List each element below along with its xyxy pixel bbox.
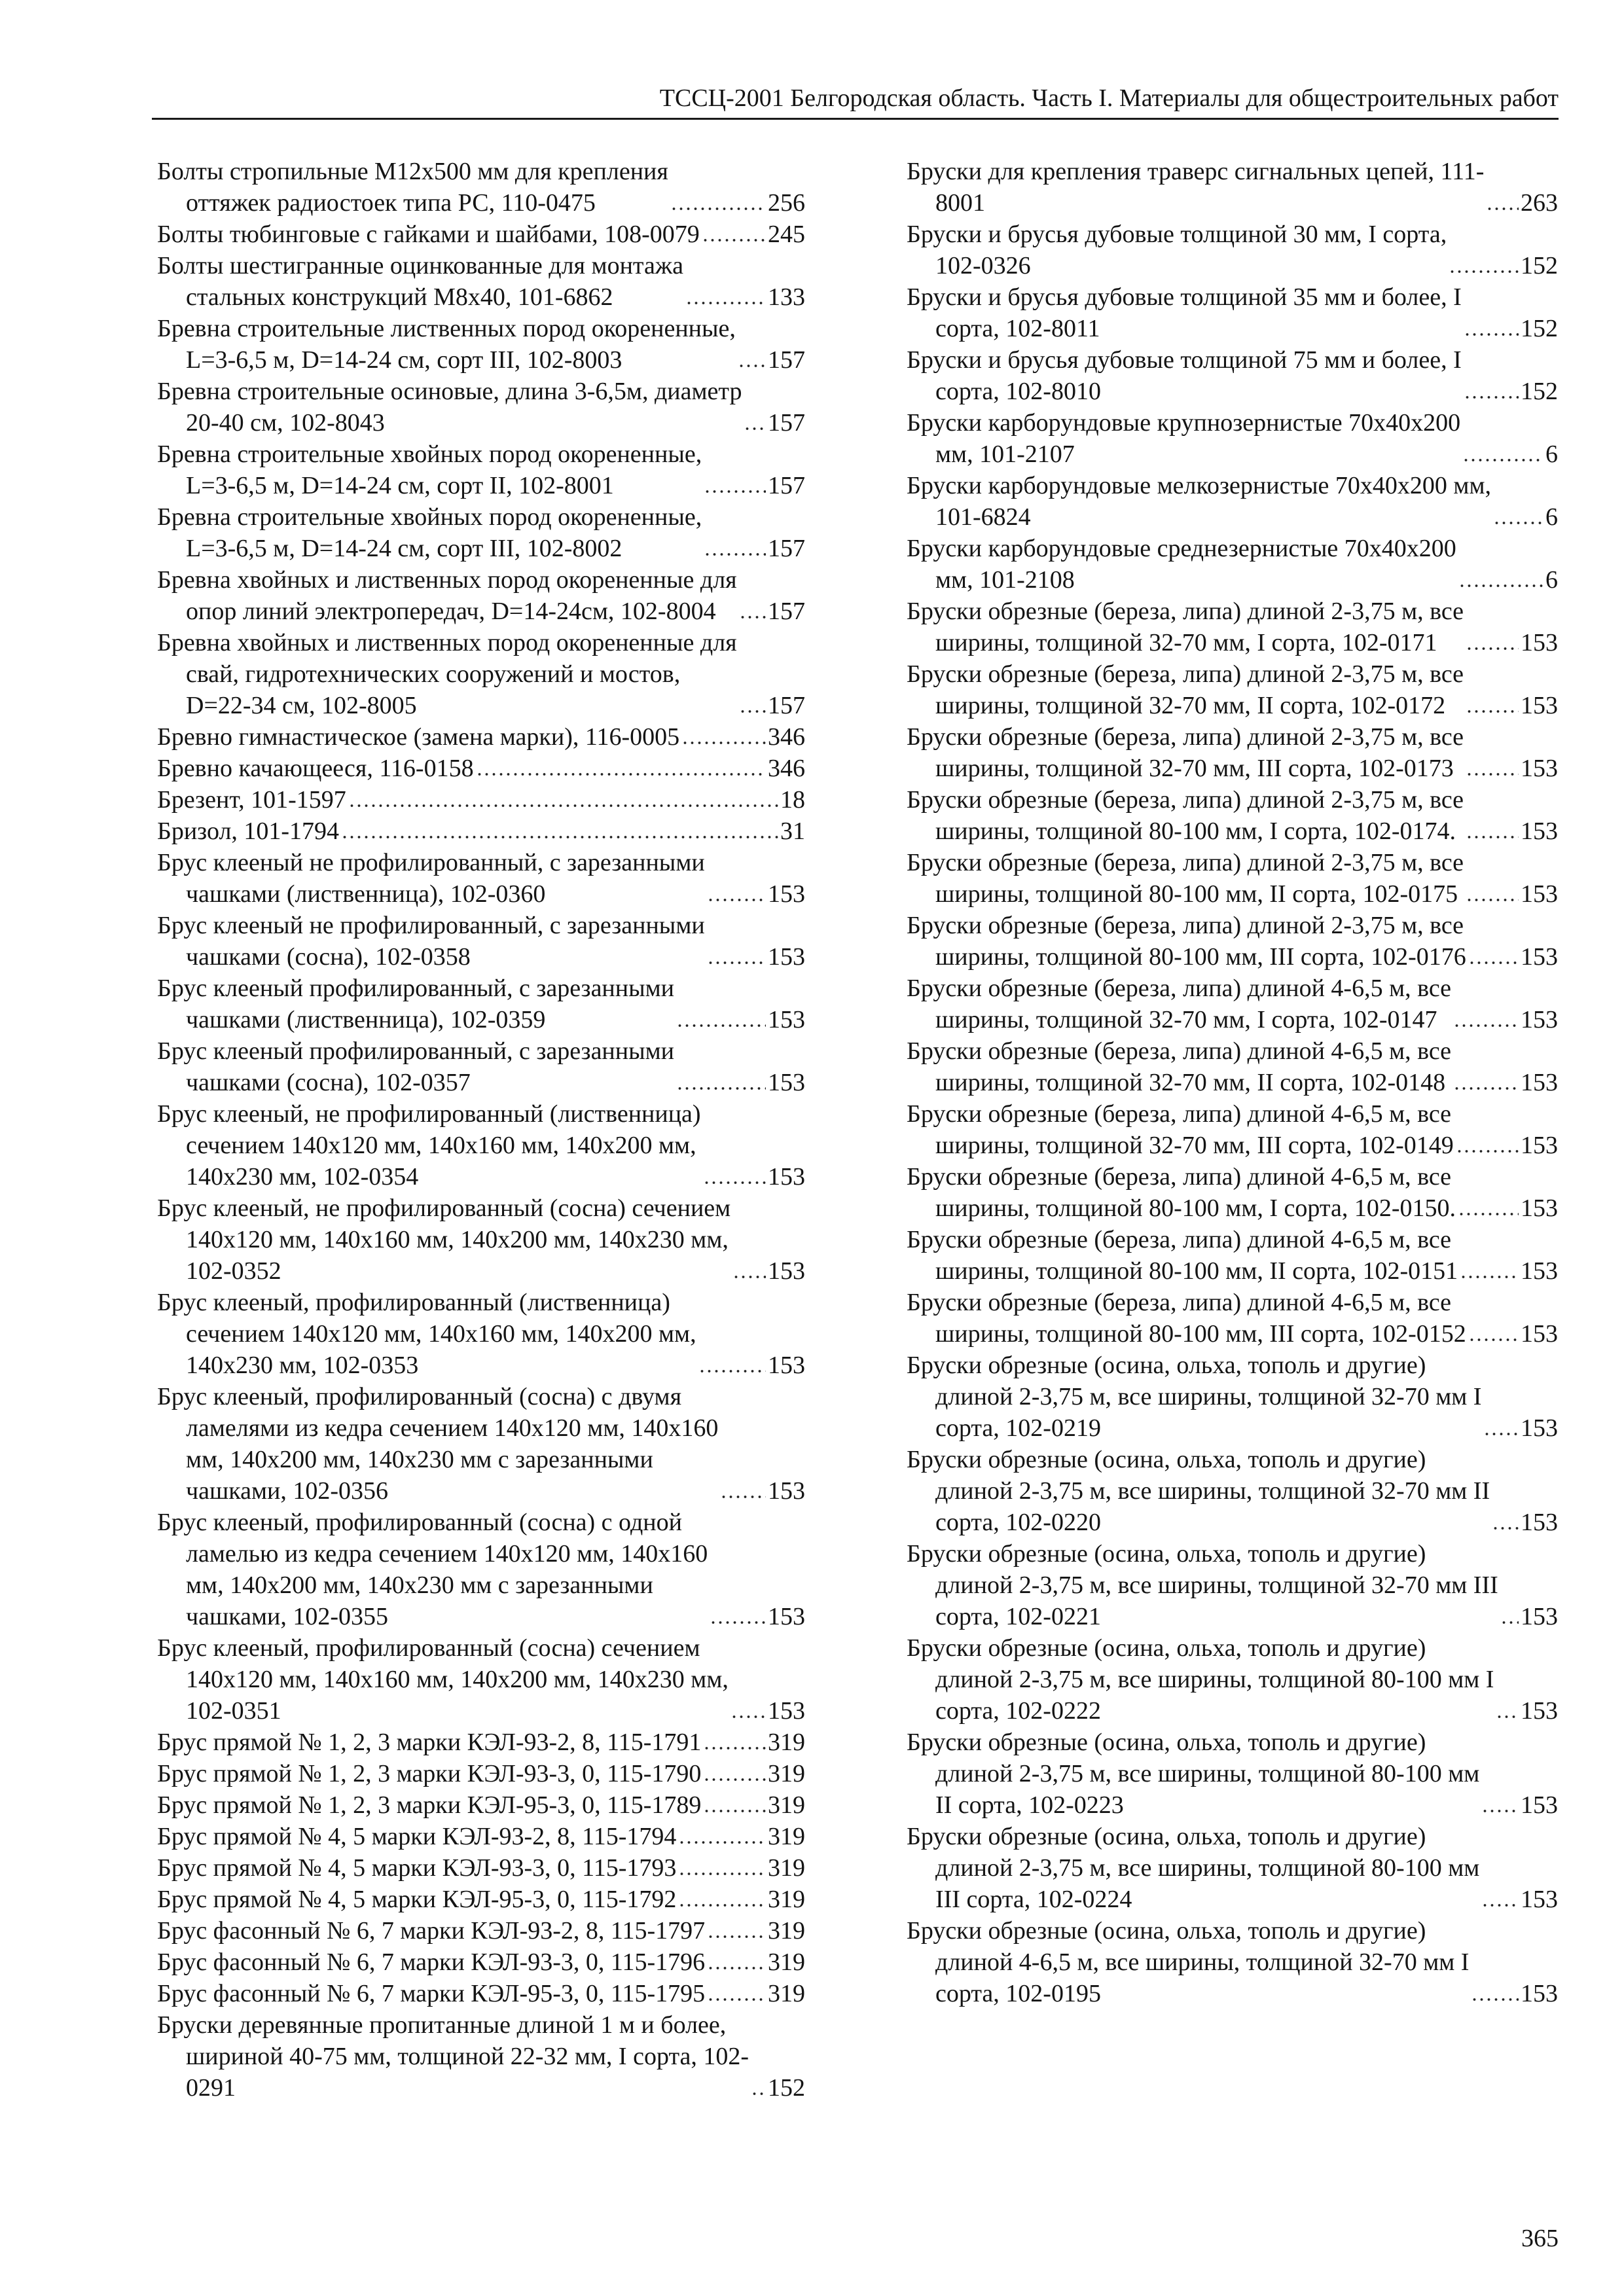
dot-leader	[1468, 1338, 1519, 1342]
dot-leader	[1460, 1275, 1519, 1279]
index-entry	[907, 847, 1558, 910]
entry-page-number: 153	[1521, 1069, 1558, 1096]
dot-leader	[1471, 1998, 1519, 2001]
dot-leader	[704, 490, 766, 493]
dot-leader	[1466, 835, 1519, 839]
entry-text: Бруски обрезные (береза, липа) длиной 2-3,75 м, все ширины, толщиной 80-100 мм, II сорта, 102-0175	[907, 849, 1464, 908]
entry-page-number: 153	[768, 1006, 805, 1033]
index-entry	[157, 1758, 805, 1789]
index-entry	[907, 156, 1558, 219]
entry-text: Брус фасонный № 6, 7 марки КЭЛ-93-2, 8, 115-1797	[157, 1917, 706, 1945]
entry-text: Бруски обрезные (береза, липа) длиной 2-3,75 м, все ширины, толщиной 80-100 мм, I сорта, 102-0174.	[907, 786, 1464, 845]
entry-page-number: 319	[768, 1823, 805, 1850]
entry-page-number: 153	[1521, 755, 1558, 782]
entry-page-number: 6	[1545, 503, 1558, 531]
entry-text: Брус клееный, не профилированный (лиственница) сечением 140х120 мм, 140х160 мм, 140х200 мм, 140х230 мм, 102-0354	[157, 1100, 701, 1191]
index-entry	[157, 1035, 805, 1098]
entry-text: Бруски и брусья дубовые толщиной 35 мм и более, I сорта, 102-8011	[907, 283, 1462, 342]
dot-leader	[720, 1495, 766, 1499]
entry-text: Бруски обрезные (береза, липа) длиной 4-6,5 м, все ширины, толщиной 32-70 мм, I сорта, 102-0147	[907, 975, 1452, 1033]
entry-text: Бруски карборундовые крупнозернистые 70х40х200 мм, 101-2107	[907, 409, 1461, 468]
entry-page-number: 18	[780, 786, 805, 814]
dot-leader	[681, 741, 766, 745]
entry-text: Бревно гимнастическое (замена марки), 116-0005	[157, 723, 680, 751]
index-entry	[157, 1098, 805, 1193]
dot-leader	[703, 1778, 766, 1782]
dot-leader	[1456, 1149, 1519, 1153]
entry-page-number: 153	[1521, 1980, 1558, 2007]
index-entry	[907, 658, 1558, 721]
entry-text: Брус прямой № 1, 2, 3 марки КЭЛ-93-2, 8, 115-1791	[157, 1729, 702, 1756]
dot-leader	[1496, 1715, 1519, 1719]
entry-page-number: 152	[768, 2074, 805, 2102]
index-entry	[907, 1161, 1558, 1224]
dot-leader	[739, 615, 766, 619]
entry-text: Брус клееный, не профилированный (сосна) сечением 140х120 мм, 140х160 мм, 140х200 мм, 140х230 мм, 102-0352	[157, 1194, 731, 1285]
dot-leader	[744, 427, 766, 431]
dot-leader	[1464, 332, 1519, 336]
entry-text: Бруски обрезные (береза, липа) длиной 4-6,5 м, все ширины, толщиной 80-100 мм, II сорта, 102-0151	[907, 1226, 1458, 1285]
entry-page-number: 152	[1521, 315, 1558, 342]
index-entry	[157, 219, 805, 250]
entry-text: Брус клееный профилированный, с зарезанными чашками (лиственница), 102-0359	[157, 975, 675, 1033]
index-entry	[907, 281, 1558, 344]
index-entry	[907, 1538, 1558, 1632]
index-entry	[157, 1946, 805, 1978]
dot-leader	[1462, 458, 1543, 462]
dot-leader	[1481, 1809, 1519, 1813]
index-entry	[157, 1789, 805, 1821]
entry-text: Бруски для крепления траверс сигнальных цепей, 111- 8001	[907, 158, 1485, 217]
entry-text: Бруски обрезные (береза, липа) длиной 2-3,75 м, все ширины, толщиной 32-70 мм, II сорта, 102-0172	[907, 660, 1464, 719]
entry-text: Брус прямой № 1, 2, 3 марки КЭЛ-93-3, 0, 115-1790	[157, 1760, 702, 1787]
entry-page-number: 319	[768, 1791, 805, 1819]
entry-text: Бруски обрезные (осина, ольха, тополь и другие) длиной 2-3,75 м, все ширины, толщиной 80-100 мм I сорта, 102-0222	[907, 1634, 1494, 1725]
entry-text: Бруски карборундовые мелкозернистые 70х40х200 мм, 101-6824	[907, 472, 1491, 531]
entry-text: Бревна хвойных и лиственных пород окорененные для опор линий электропередач, D=14-24см, 102-8004	[157, 566, 737, 625]
index-entry	[157, 1978, 805, 2009]
page-number: 365	[1521, 2225, 1559, 2252]
dot-leader	[707, 1935, 766, 1939]
entry-text: Брус клееный, профилированный (лиственница) сечением 140х120 мм, 140х160 мм, 140х200 мм, 140х230 мм, 102-0353	[157, 1289, 696, 1379]
entry-text: Бревна строительные осиновые, длина 3-6,5м, диаметр 20-40 см, 102-8043	[157, 378, 742, 437]
entry-page-number: 6	[1545, 566, 1558, 594]
index-entry	[157, 313, 805, 376]
entry-page-number: 153	[1521, 1509, 1558, 1536]
dot-leader	[751, 2092, 766, 2096]
entry-page-number: 245	[768, 221, 805, 248]
entry-page-number: 153	[768, 1069, 805, 1096]
dot-leader	[676, 1086, 766, 1090]
dot-leader	[1453, 1024, 1519, 1028]
index-entry	[907, 1035, 1558, 1098]
entry-page-number: 153	[768, 1352, 805, 1379]
entry-page-number: 152	[1521, 378, 1558, 405]
entry-page-number: 319	[768, 1729, 805, 1756]
index-entry	[157, 1507, 805, 1632]
index-entry	[907, 470, 1558, 533]
dot-leader	[1492, 1526, 1519, 1530]
index-entry	[157, 910, 805, 973]
entry-text: Бревна строительные хвойных пород окорененные, L=3-6,5 м, D=14-24 см, сорт II, 102-8001	[157, 440, 702, 499]
index-entry	[157, 753, 805, 784]
entry-page-number: 153	[768, 880, 805, 908]
index-entry	[157, 564, 805, 627]
entry-text: Брус прямой № 4, 5 марки КЭЛ-93-3, 0, 115-1793	[157, 1854, 677, 1882]
index-entry	[157, 1884, 805, 1915]
entry-page-number: 319	[768, 1948, 805, 1976]
dot-leader	[676, 1024, 766, 1028]
index-entry	[907, 973, 1558, 1035]
dot-leader	[1466, 898, 1519, 902]
dot-leader	[1458, 584, 1543, 588]
entry-text: Бруски обрезные (осина, ольха, тополь и другие) длиной 2-3,75 м, все ширины, толщиной 32-70 мм III сорта, 102-0221	[907, 1540, 1498, 1630]
entry-text: Бревна строительные хвойных пород окорененные, L=3-6,5 м, D=14-24 см, сорт III, 102-8002	[157, 503, 702, 562]
entry-page-number: 346	[768, 723, 805, 751]
dot-leader	[702, 238, 766, 242]
dot-leader	[707, 1966, 766, 1970]
index-entry	[907, 219, 1558, 281]
entry-text: Бруски обрезные (осина, ольха, тополь и другие) длиной 2-3,75 м, все ширины, толщиной 80-100 мм III сорта, 102-0224	[907, 1823, 1480, 1913]
entry-page-number: 153	[1521, 629, 1558, 656]
entry-text: Бруски обрезные (осина, ольха, тополь и другие) длиной 2-3,75 м, все ширины, толщиной 32-70 мм I сорта, 102-0219	[907, 1352, 1482, 1442]
entry-page-number: 153	[1521, 1194, 1558, 1222]
entry-text: Брус фасонный № 6, 7 марки КЭЛ-95-3, 0, 115-1795	[157, 1980, 706, 2007]
entry-text: Брус клееный, профилированный (сосна) с одной ламелью из кедра сечением 140х120 мм, 140х160 мм, 140х200 мм, 140х230 мм с зарезанными чашками, 102-0355	[157, 1509, 708, 1630]
entry-page-number: 153	[1521, 692, 1558, 719]
entry-text: Бруски обрезные (береза, липа) длиной 4-6,5 м, все ширины, толщиной 80-100 мм, I сорта, 102-0150.	[907, 1163, 1456, 1222]
entry-page-number: 157	[768, 409, 805, 437]
index-entry	[157, 1915, 805, 1946]
entry-page-number: 153	[1521, 1414, 1558, 1442]
header-rule	[152, 118, 1559, 120]
index-entry	[157, 439, 805, 501]
entry-text: Бруски обрезные (береза, липа) длиной 4-6,5 м, все ширины, толщиной 80-100 мм, III сорта, 102-0152	[907, 1289, 1466, 1348]
dot-leader	[678, 1903, 766, 1907]
index-entry	[157, 1821, 805, 1852]
entry-page-number: 319	[768, 1886, 805, 1913]
dot-leader	[731, 1715, 766, 1719]
entry-page-number: 256	[768, 189, 805, 217]
index-entry	[157, 847, 805, 910]
entry-text: Брус фасонный № 6, 7 марки КЭЛ-93-3, 0, 115-1796	[157, 1948, 706, 1976]
dot-leader	[1466, 709, 1519, 713]
index-entry	[157, 1193, 805, 1287]
entry-page-number: 157	[768, 598, 805, 625]
dot-leader	[1493, 521, 1543, 525]
entry-text: Брус прямой № 4, 5 марки КЭЛ-95-3, 0, 115-1792	[157, 1886, 677, 1913]
dot-leader	[707, 898, 766, 902]
index-entry	[907, 1098, 1558, 1161]
entry-page-number: 153	[1521, 1257, 1558, 1285]
index-entry	[157, 1381, 805, 1507]
entry-page-number: 133	[768, 283, 805, 311]
dot-leader	[1453, 1086, 1519, 1090]
dot-leader	[1449, 270, 1519, 274]
index-entry	[157, 973, 805, 1035]
entry-page-number: 153	[1521, 1886, 1558, 1913]
entry-page-number: 153	[1521, 1697, 1558, 1725]
dot-leader	[703, 1809, 766, 1813]
index-entry	[157, 501, 805, 564]
entry-page-number: 153	[768, 1603, 805, 1630]
index-entry	[157, 376, 805, 439]
index-entry	[907, 1444, 1558, 1538]
entry-page-number: 153	[768, 943, 805, 971]
entry-text: Бруски обрезные (береза, липа) длиной 2-3,75 м, все ширины, толщиной 32-70 мм, III сорта, 102-0173	[907, 723, 1464, 782]
index-entry	[157, 627, 805, 721]
entry-text: Брус клееный, профилированный (сосна) сечением 140х120 мм, 140х160 мм, 140х200 мм, 140х230 мм, 102-0351	[157, 1634, 729, 1725]
running-header: ТССЦ-2001 Белгородская область. Часть I. Материалы для общестроительных работ	[659, 84, 1559, 112]
entry-text: Брус клееный профилированный, с зарезанными чашками (сосна), 102-0357	[157, 1037, 675, 1096]
index-entry	[907, 1915, 1558, 2009]
dot-leader	[698, 1369, 766, 1373]
dot-leader	[1500, 1621, 1519, 1624]
entry-text: Бревна хвойных и лиственных пород окорененные для свай, гидротехнических сооружений и мостов, D=22-34 см, 102-8005	[157, 629, 737, 719]
dot-leader	[670, 207, 766, 211]
index-entry	[907, 1632, 1558, 1727]
entry-text: Бризол, 101-1794	[157, 817, 340, 845]
index-entry	[907, 721, 1558, 784]
index-entry	[157, 1287, 805, 1381]
entry-text: Болты тюбинговые с гайками и шайбами, 108-0079	[157, 221, 700, 248]
index-entry	[157, 1632, 805, 1727]
entry-page-number: 157	[768, 535, 805, 562]
entry-text: Брус клееный не профилированный, с зарезанными чашками (сосна), 102-0358	[157, 912, 705, 971]
entry-page-number: 157	[768, 472, 805, 499]
entry-page-number: 157	[768, 692, 805, 719]
entry-page-number: 153	[1521, 1132, 1558, 1159]
index-column-right	[907, 156, 1558, 2009]
entry-page-number: 152	[1521, 252, 1558, 279]
entry-text: Бруски деревянные пропитанные длиной 1 м и более, шириной 40-75 мм, толщиной 22-32 мм, I сорта, 102- 0291	[157, 2011, 749, 2102]
entry-text: Брус клееный, профилированный (сосна) с двумя ламелями из кедра сечением 140х120 мм, 140х160 мм, 140х200 мм, 140х230 мм с зарезанными чашками, 102-0356	[157, 1383, 719, 1505]
dot-leader	[707, 1998, 766, 2001]
index-entry	[907, 1350, 1558, 1444]
dot-leader	[476, 772, 766, 776]
dot-leader	[348, 804, 778, 808]
entry-page-number: 153	[1521, 1791, 1558, 1819]
entry-page-number: 263	[1521, 189, 1558, 217]
entry-text: Брус прямой № 4, 5 марки КЭЛ-93-2, 8, 115-1794	[157, 1823, 677, 1850]
index-entry	[907, 1727, 1558, 1821]
entry-page-number: 153	[1521, 1006, 1558, 1033]
dot-leader	[703, 1181, 766, 1185]
index-entry	[157, 721, 805, 753]
dot-leader	[738, 364, 766, 368]
dot-leader	[678, 1872, 766, 1876]
entry-page-number: 153	[768, 1697, 805, 1725]
entry-text: Болты шестигранные оцинкованные для монтажа стальных конструкций М8х40, 101-6862	[157, 252, 683, 311]
index-entry	[907, 533, 1558, 596]
entry-page-number: 153	[768, 1163, 805, 1191]
entry-page-number: 157	[768, 346, 805, 374]
entry-text: Брус прямой № 1, 2, 3 марки КЭЛ-95-3, 0, 115-1789	[157, 1791, 702, 1819]
index-entry	[907, 407, 1558, 470]
entry-text: Бруски и брусья дубовые толщиной 75 мм и более, I сорта, 102-8010	[907, 346, 1462, 405]
index-entry	[907, 1287, 1558, 1350]
index-entry	[157, 1727, 805, 1758]
dot-leader	[1468, 961, 1519, 965]
index-entry	[157, 816, 805, 847]
dot-leader	[1483, 1432, 1519, 1436]
entry-page-number: 153	[768, 1257, 805, 1285]
dot-leader	[1466, 647, 1519, 651]
index-column-left	[157, 156, 805, 2104]
entry-text: Бруски карборундовые среднезернистые 70х40х200 мм, 101-2108	[907, 535, 1456, 594]
dot-leader	[707, 961, 766, 965]
dot-leader	[1486, 207, 1519, 211]
entry-page-number: 153	[1521, 1320, 1558, 1348]
dot-leader	[1481, 1903, 1519, 1907]
entry-page-number: 319	[768, 1980, 805, 2007]
index-entry	[907, 784, 1558, 847]
entry-page-number: 319	[768, 1854, 805, 1882]
dot-leader	[1458, 1212, 1519, 1216]
index-entry	[907, 910, 1558, 973]
dot-leader	[732, 1275, 766, 1279]
dot-leader	[739, 709, 766, 713]
entry-text: Болты стропильные М12х500 мм для крепления оттяжек радиостоек типа РС, 110-0475	[157, 158, 668, 217]
entry-text: Бревна строительные лиственных пород окорененные, L=3-6,5 м, D=14-24 см, сорт III, 102-8003	[157, 315, 736, 374]
dot-leader	[704, 552, 766, 556]
entry-text: Бруски обрезные (береза, липа) длиной 4-6,5 м, все ширины, толщиной 32-70 мм, II сорта, 102-0148	[907, 1037, 1452, 1096]
dot-leader	[685, 301, 766, 305]
entry-text: Бруски обрезные (осина, ольха, тополь и другие) длиной 2-3,75 м, все ширины, толщиной 32-70 мм II сорта, 102-0220	[907, 1446, 1490, 1536]
index-entry	[157, 1852, 805, 1884]
dot-leader	[1464, 395, 1519, 399]
index-entry	[907, 596, 1558, 658]
entry-text: Брус клееный не профилированный, с зарезанными чашками (лиственница), 102-0360	[157, 849, 705, 908]
dot-leader	[703, 1746, 766, 1750]
entry-text: Бруски обрезные (береза, липа) длиной 2-3,75 м, все ширины, толщиной 80-100 мм, III сорта, 102-0176	[907, 912, 1466, 971]
index-entry	[907, 1224, 1558, 1287]
entry-page-number: 6	[1545, 440, 1558, 468]
index-entry	[157, 250, 805, 313]
index-entry	[157, 784, 805, 816]
entry-page-number: 153	[768, 1477, 805, 1505]
dot-leader	[710, 1621, 766, 1624]
index-entry	[907, 1821, 1558, 1915]
index-entry	[157, 156, 805, 219]
entry-text: Бруски обрезные (осина, ольха, тополь и другие) длиной 2-3,75 м, все ширины, толщиной 80-100 мм II сорта, 102-0223	[907, 1729, 1480, 1819]
index-entry	[157, 2009, 805, 2104]
entry-page-number: 319	[768, 1917, 805, 1945]
entry-page-number: 346	[768, 755, 805, 782]
entry-text: Бруски обрезные (береза, липа) длиной 4-6,5 м, все ширины, толщиной 32-70 мм, III сорта, 102-0149	[907, 1100, 1454, 1159]
dot-leader	[1466, 772, 1519, 776]
entry-page-number: 31	[780, 817, 805, 845]
entry-text: Бруски обрезные (береза, липа) длиной 2-3,75 м, все ширины, толщиной 32-70 мм, I сорта, 102-0171	[907, 598, 1464, 656]
entry-text: Брезент, 101-1597	[157, 786, 346, 814]
dot-leader	[678, 1840, 766, 1844]
entry-page-number: 153	[1521, 1603, 1558, 1630]
entry-page-number: 153	[1521, 817, 1558, 845]
entry-page-number: 319	[768, 1760, 805, 1787]
entry-page-number: 153	[1521, 943, 1558, 971]
entry-page-number: 153	[1521, 880, 1558, 908]
entry-text: Бруски обрезные (осина, ольха, тополь и другие) длиной 4-6,5 м, все ширины, толщиной 32-70 мм I сорта, 102-0195	[907, 1917, 1470, 2007]
entry-text: Бруски и брусья дубовые толщиной 30 мм, I сорта, 102-0326	[907, 221, 1447, 279]
index-entry	[907, 344, 1558, 407]
entry-text: Бревно качающееся, 116-0158	[157, 755, 474, 782]
dot-leader	[341, 835, 778, 839]
